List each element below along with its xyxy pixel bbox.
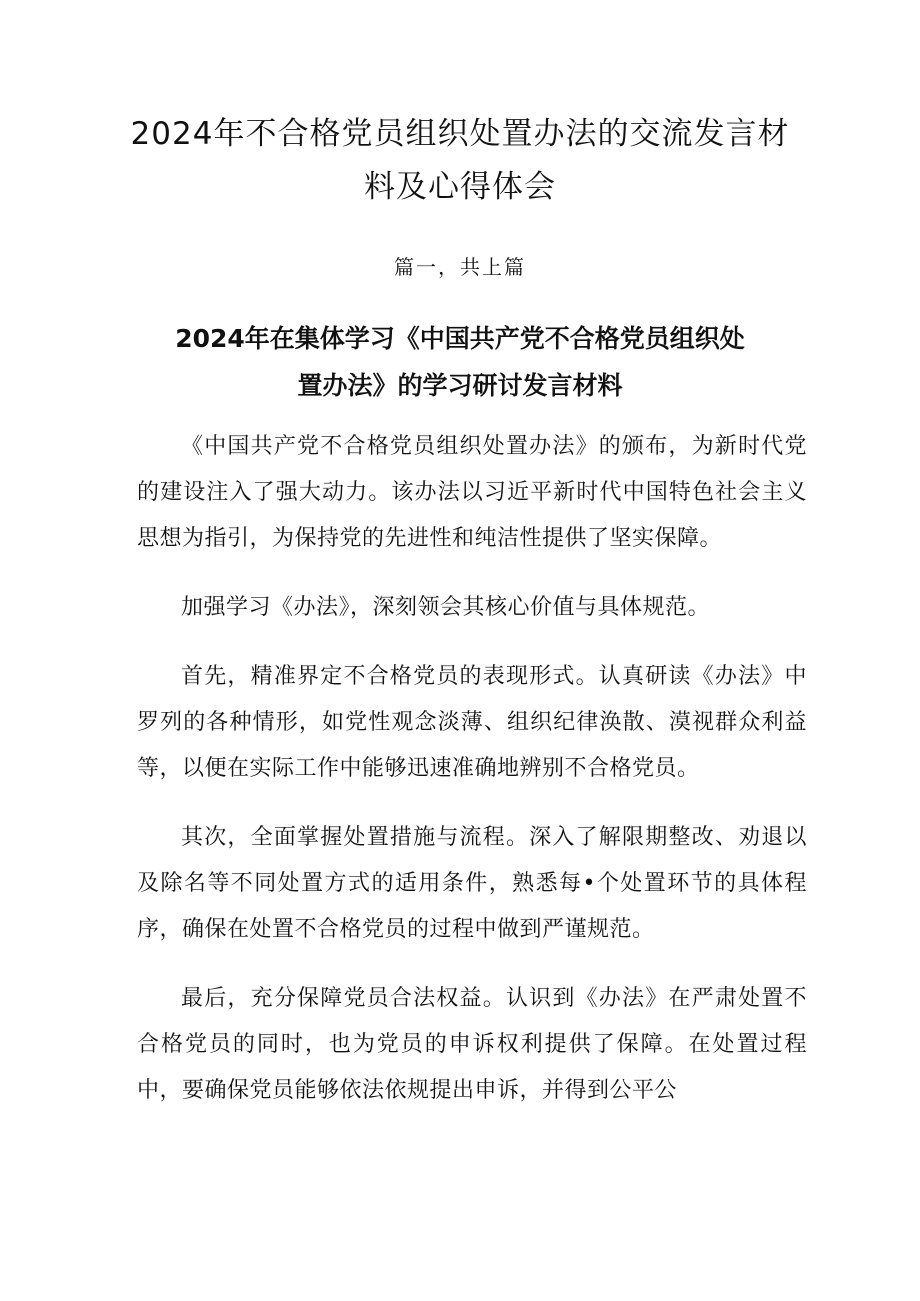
paragraph-first: 首先，精准界定不合格党员的表现形式。认真研读《办法》中罗列的各种情形，如党性观念淡薄、组织纪律涣散、漠视群众利益等，以便在实际工作中能够迅速准确地辨别不合格党员。 [137,664,807,781]
main-title: 2024年不合格党员组织处置办法的交流发言材料及心得体会 [130,116,790,205]
article-title: 2024年在集体学习《中国共产党不合格党员组织处置办法》的学习研讨发言材料 [175,324,745,400]
paragraph-second: 其次，全面掌握处置措施与流程。深入了解限期整改、劝退以及除名等不同处置方式的适用条件，熟悉每•个处置环节的具体程序，确保在处置不合格党员的过程中做到严谨规范。 [137,825,807,942]
section-label: 篇一，共上篇 [394,255,526,279]
article-body [137,424,807,1137]
paragraph-study: 加强学习《办法》，深刻领会其核心价值与具体规范。 [181,595,711,620]
paragraph-last: 最后，充分保障党员合法权益。认识到《办法》在严肃处置不合格党员的同时，也为党员的申诉权利提供了保障。在处置过程中，要确保党员能够依法依规提出申诉，并得到公平公 [137,986,807,1103]
paragraph-intro: 《中国共产党不合格党员组织处置办法》的颁布，为新时代党的建设注入了强大动力。该办法以习近平新时代中国特色社会主义思想为指引，为保持党的先进性和纯洁性提供了坚实保障。 [137,434,807,551]
